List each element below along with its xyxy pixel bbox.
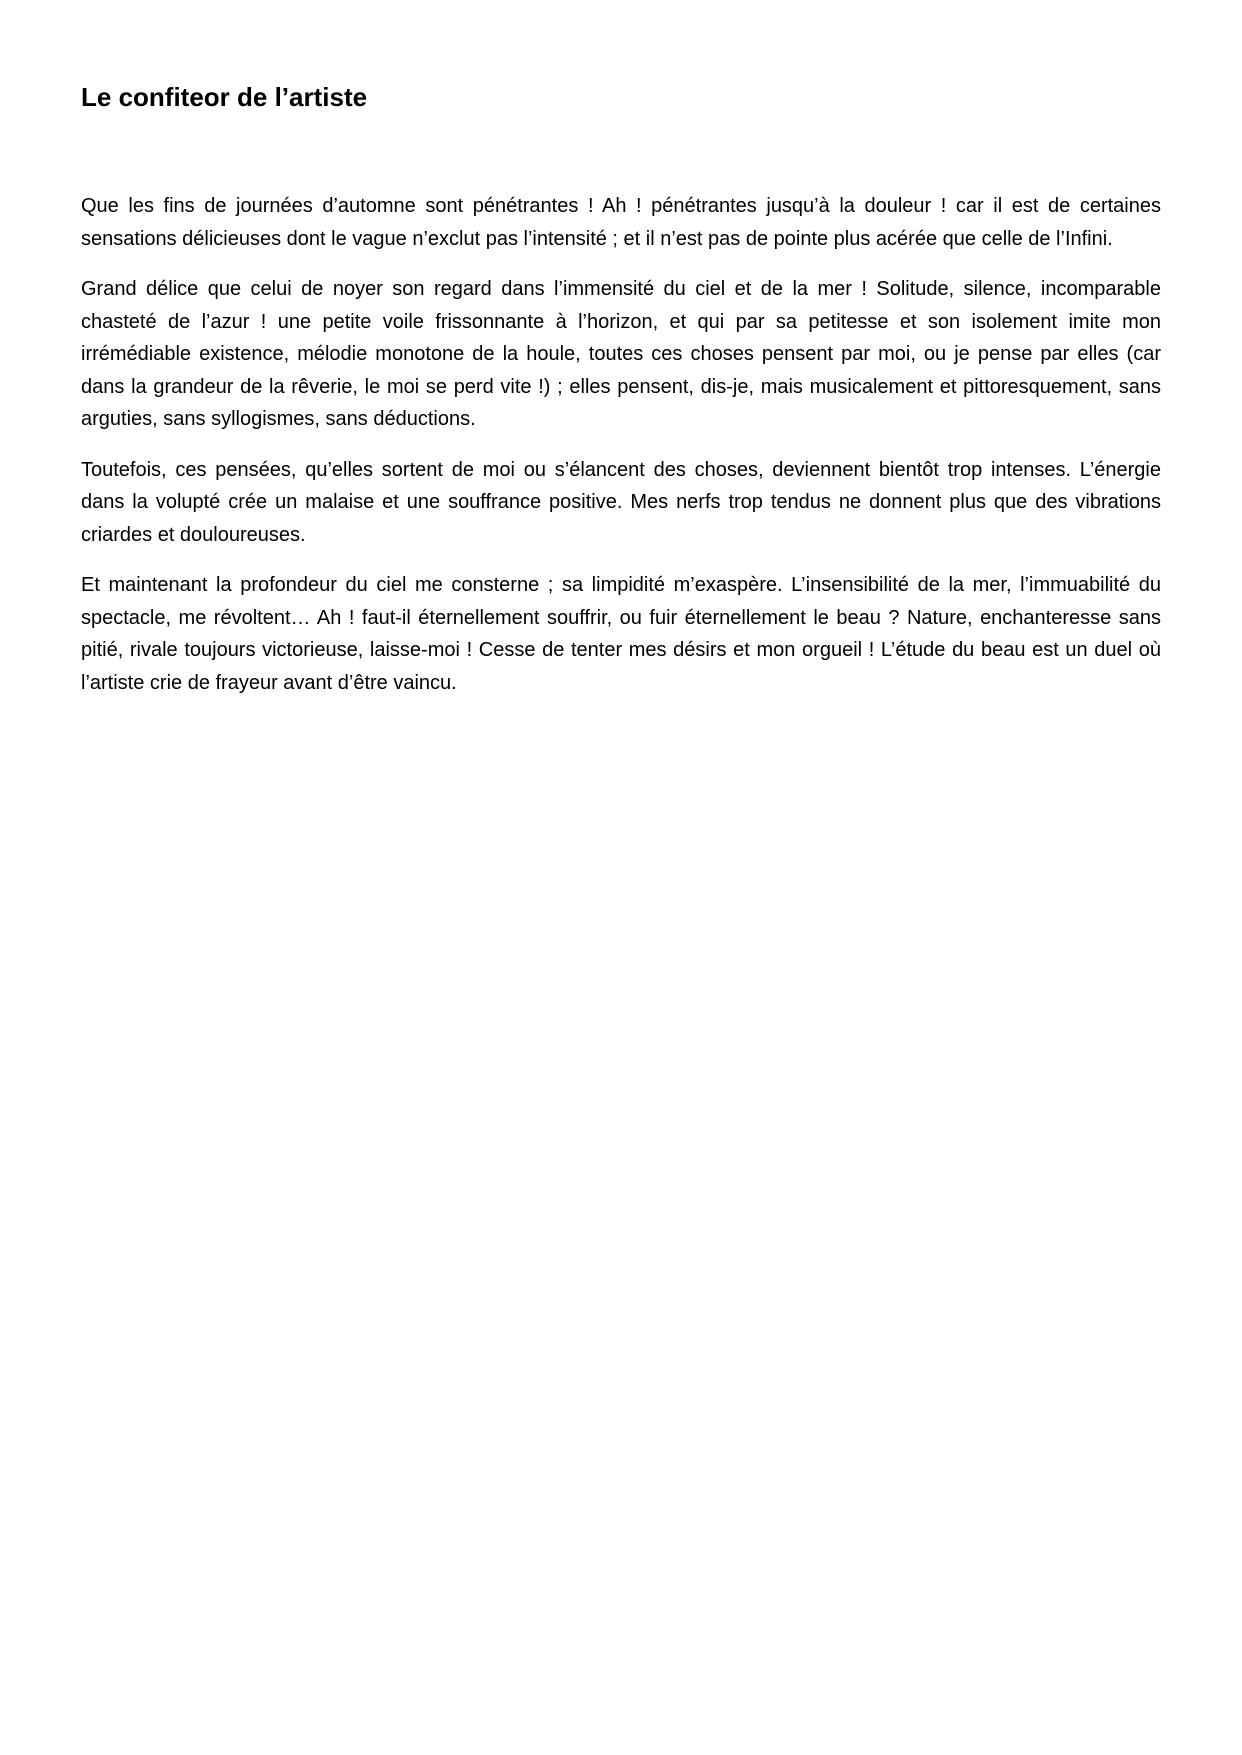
document-title: Le confiteor de l’artiste [81,82,368,112]
paragraph-3: Toutefois, ces pensées, qu’elles sortent de moi ou s’élancent des choses, deviennent bientôt trop intenses. L’énergie dans la volupté crée un malaise et une souffrance positive. Mes nerfs trop tendus ne donnent plus que des vibrations criardes et douloureuses. [81,458,1161,546]
paragraph-2: Grand délice que celui de noyer son regard dans l’immensité du ciel et de la mer ! Solitude, silence, incomparable chasteté de l’azur ! une petite voile frissonnante à l’horizon, et qui par sa petitesse et son isolement imite mon irrémédiable existence, mélodie monotone de la houle, toutes ces choses pensent par moi, ou je pense par elles (car dans la grandeur de la rêverie, le moi se perd vite !) ; elles pensent, dis-je, mais musicalement et pittoresquement, sans arguties, sans syllogismes, sans déductions. [81,278,1161,430]
document-body [81,190,1161,717]
paragraph-1: Que les fins de journées d’automne sont pénétrantes ! Ah ! pénétrantes jusqu’à la douleur ! car il est de certaines sensations délicieuses dont le vague n’exclut pas l’intensité ; et il n’est pas de pointe plus acérée que celle de l’Infini. [81,195,1161,250]
paragraph-4: Et maintenant la profondeur du ciel me consterne ; sa limpidité m’exaspère. L’insensibilité de la mer, l’immuabilité du spectacle, me révoltent… Ah ! faut-il éternellement souffrir, ou fuir éternellement le beau ? Nature, enchanteresse sans pitié, rivale toujours victorieuse, laisse-moi ! Cesse de tenter mes désirs et mon orgueil ! L’étude du beau est un duel où l’artiste crie de frayeur avant d’être vaincu. [81,574,1161,694]
